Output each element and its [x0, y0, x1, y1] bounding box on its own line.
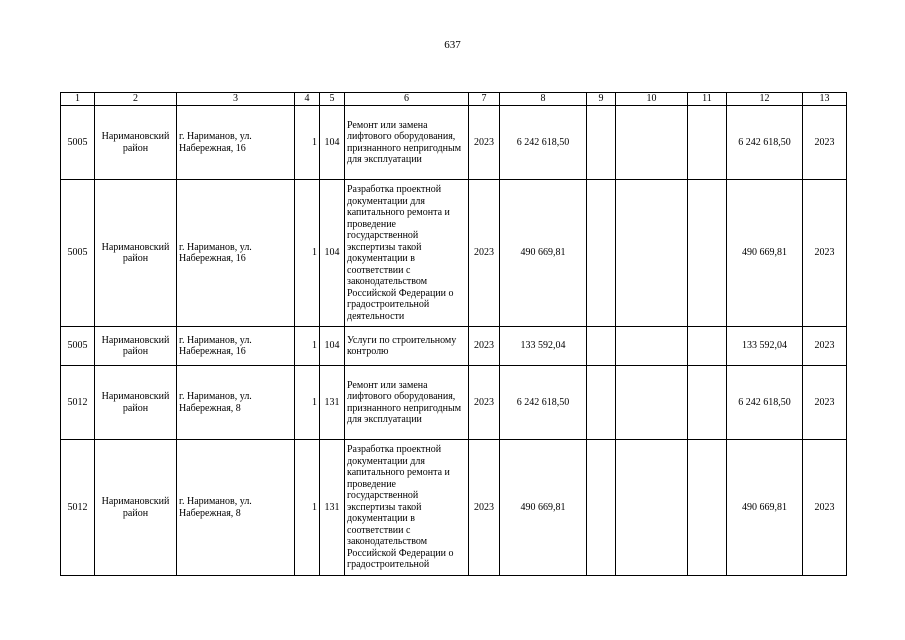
- work-cell: Ремонт или замена лифтового оборудования, признанного непригодным для эксплуатации: [345, 366, 469, 440]
- col10-cell: [616, 366, 688, 440]
- column-number-row: [61, 93, 847, 106]
- col5-cell: 131: [320, 366, 345, 440]
- col11-cell: [688, 440, 727, 576]
- col10-cell: [616, 180, 688, 327]
- amount-cell: 490 669,81: [500, 440, 587, 576]
- code-cell: 5005: [61, 327, 95, 366]
- code-cell: 5005: [61, 180, 95, 327]
- col10-cell: [616, 327, 688, 366]
- col5-cell: 104: [320, 327, 345, 366]
- col9-cell: [587, 106, 616, 180]
- col9-cell: [587, 180, 616, 327]
- total-cell: 133 592,04: [727, 327, 803, 366]
- year-cell: 2023: [469, 440, 500, 576]
- total-cell: 490 669,81: [727, 180, 803, 327]
- table-row: [61, 180, 847, 327]
- address-cell: г. Нариманов, ул. Набережная, 8: [177, 366, 295, 440]
- column-header: 1: [61, 93, 95, 106]
- column-header: 4: [295, 93, 320, 106]
- total-cell: 6 242 618,50: [727, 366, 803, 440]
- col10-cell: [616, 106, 688, 180]
- work-cell: Услуги по строительному контролю: [345, 327, 469, 366]
- amount-cell: 133 592,04: [500, 327, 587, 366]
- col11-cell: [688, 366, 727, 440]
- code-cell: 5005: [61, 106, 95, 180]
- total-cell: 490 669,81: [727, 440, 803, 576]
- table-row: [61, 440, 847, 576]
- col5-cell: 131: [320, 440, 345, 576]
- column-header: 13: [803, 93, 847, 106]
- column-header: 8: [500, 93, 587, 106]
- column-header: 2: [95, 93, 177, 106]
- column-header: 6: [345, 93, 469, 106]
- address-cell: г. Нариманов, ул. Набережная, 16: [177, 180, 295, 327]
- column-header: 9: [587, 93, 616, 106]
- work-cell: Ремонт или замена лифтового оборудования, признанного непригодным для эксплуатации: [345, 106, 469, 180]
- end-year-cell: 2023: [803, 180, 847, 327]
- column-header: 12: [727, 93, 803, 106]
- end-year-cell: 2023: [803, 366, 847, 440]
- year-cell: 2023: [469, 366, 500, 440]
- address-cell: г. Нариманов, ул. Набережная, 16: [177, 106, 295, 180]
- year-cell: 2023: [469, 106, 500, 180]
- col4-cell: 1: [295, 106, 320, 180]
- col11-cell: [688, 106, 727, 180]
- col10-cell: [616, 440, 688, 576]
- end-year-cell: 2023: [803, 106, 847, 180]
- district-cell: Наримановский район: [95, 327, 177, 366]
- column-header: 5: [320, 93, 345, 106]
- col4-cell: 1: [295, 327, 320, 366]
- end-year-cell: 2023: [803, 327, 847, 366]
- district-cell: Наримановский район: [95, 180, 177, 327]
- table-row: [61, 106, 847, 180]
- work-cell: Разработка проектной документации для капитального ремонта и проведение государственной экспертизы такой документации в соответствии с законодательством Российской Федерации о градостроительной деятельности: [345, 180, 469, 327]
- work-cell: Разработка проектной документации для капитального ремонта и проведение государственной экспертизы такой документации в соответствии с законодательством Российской Федерации о градостроительной: [345, 440, 469, 576]
- col11-cell: [688, 327, 727, 366]
- column-header: 11: [688, 93, 727, 106]
- col9-cell: [587, 366, 616, 440]
- program-table: [60, 92, 847, 576]
- end-year-cell: 2023: [803, 440, 847, 576]
- col5-cell: 104: [320, 180, 345, 327]
- col4-cell: 1: [295, 366, 320, 440]
- address-cell: г. Нариманов, ул. Набережная, 16: [177, 327, 295, 366]
- col5-cell: 104: [320, 106, 345, 180]
- district-cell: Наримановский район: [95, 366, 177, 440]
- col4-cell: 1: [295, 180, 320, 327]
- column-header: 3: [177, 93, 295, 106]
- district-cell: Наримановский район: [95, 440, 177, 576]
- address-cell: г. Нариманов, ул. Набережная, 8: [177, 440, 295, 576]
- table-row: [61, 366, 847, 440]
- amount-cell: 490 669,81: [500, 180, 587, 327]
- district-cell: Наримановский район: [95, 106, 177, 180]
- col9-cell: [587, 327, 616, 366]
- page-number: 637: [444, 39, 461, 51]
- year-cell: 2023: [469, 327, 500, 366]
- code-cell: 5012: [61, 366, 95, 440]
- amount-cell: 6 242 618,50: [500, 106, 587, 180]
- column-header: 10: [616, 93, 688, 106]
- col9-cell: [587, 440, 616, 576]
- amount-cell: 6 242 618,50: [500, 366, 587, 440]
- total-cell: 6 242 618,50: [727, 106, 803, 180]
- column-header: 7: [469, 93, 500, 106]
- table-row: [61, 327, 847, 366]
- year-cell: 2023: [469, 180, 500, 327]
- col4-cell: 1: [295, 440, 320, 576]
- col11-cell: [688, 180, 727, 327]
- code-cell: 5012: [61, 440, 95, 576]
